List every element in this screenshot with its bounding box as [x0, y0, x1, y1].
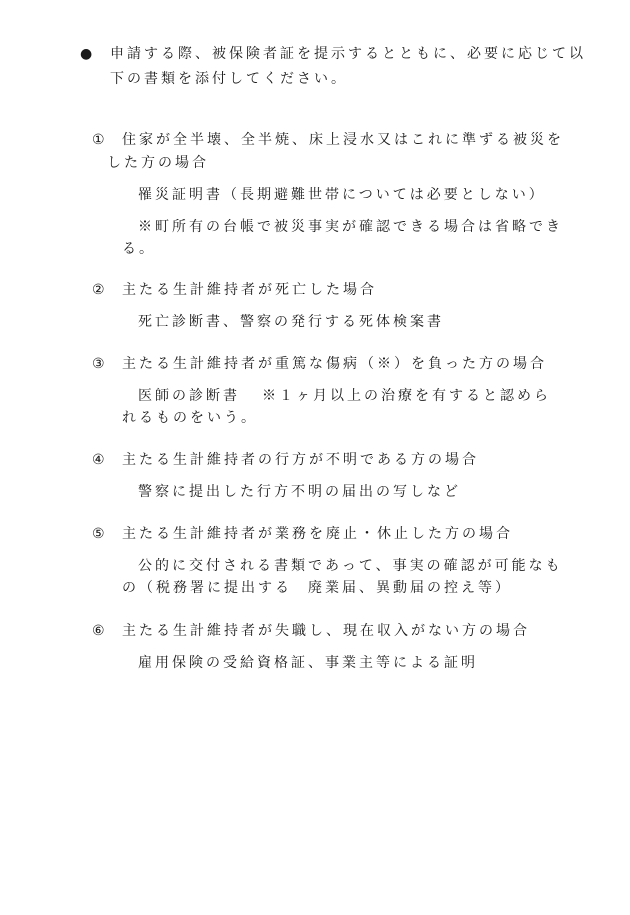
item-note: ※町所有の台帳で被災事実が確認できる場合は省略でき [138, 219, 563, 235]
item-detail: 死亡診断書、警察の発行する死体検案書 [138, 314, 444, 330]
item-detail-cont-2: 廃業届、異動届の控え等） [308, 580, 512, 596]
item-number: ② [92, 282, 108, 298]
item-detail: 医師の診断書 [138, 388, 240, 404]
item-heading: 主たる生計維持者が死亡した場合 [122, 282, 377, 298]
item-heading: 主たる生計維持者の行方が不明である方の場合 [122, 452, 479, 468]
intro-line-1: 申請する際、被保険者証を提示するとともに、必要に応じて以 [110, 46, 586, 62]
item-heading-cont: した方の場合 [107, 155, 209, 171]
item-heading: 主たる生計維持者が失職し、現在収入がない方の場合 [122, 623, 530, 639]
bullet-icon: ● [80, 46, 96, 62]
item-number: ④ [92, 452, 108, 468]
item-note-cont: る。 [122, 241, 156, 257]
item-detail-cont: れるものをいう。 [122, 410, 258, 426]
item-number: ⑥ [92, 623, 108, 639]
item-number: ① [92, 132, 108, 148]
item-detail: 公的に交付される書類であって、事実の確認が可能なも [138, 558, 563, 574]
item-detail-cont: の（税務署に提出する [122, 580, 292, 596]
item-detail-note: ※１ヶ月以上の治療を有すると認めら [262, 388, 551, 404]
item-number: ⑤ [92, 526, 108, 542]
item-detail: 雇用保険の受給資格証、事業主等による証明 [138, 655, 478, 671]
item-detail: 警察に提出した行方不明の届出の写しなど [138, 484, 461, 500]
item-heading: 主たる生計維持者が重篤な傷病（※）を負った方の場合 [122, 356, 547, 372]
item-detail: 罹災証明書（長期避難世帯については必要としない） [138, 187, 546, 203]
item-heading: 住家が全半壊、全半焼、床上浸水又はこれに準ずる被災を [122, 132, 564, 148]
item-number: ③ [92, 356, 108, 372]
item-heading: 主たる生計維持者が業務を廃止・休止した方の場合 [122, 526, 513, 542]
intro-line-2: 下の書類を添付してください。 [110, 71, 348, 87]
